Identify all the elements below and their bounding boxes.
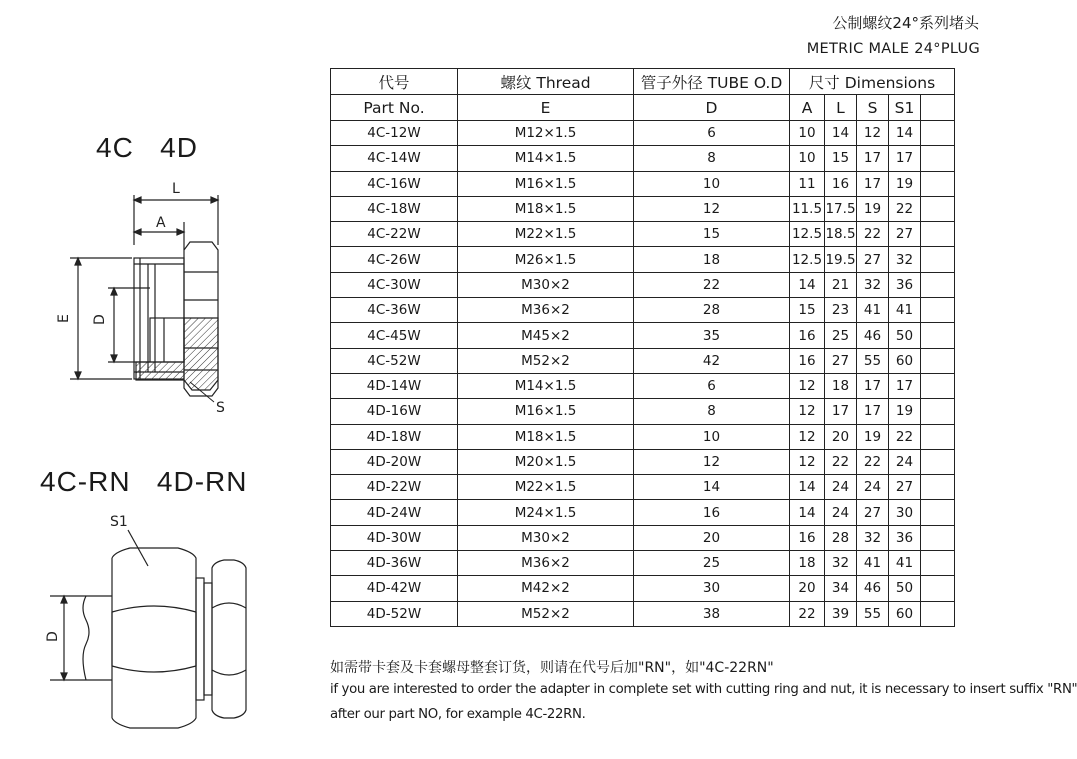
- cell-tube-od: 20: [634, 525, 790, 550]
- cell-a: 11.5: [790, 196, 825, 221]
- dim-label-d-tube: D: [45, 631, 61, 642]
- cell-thread: M52×2: [458, 601, 634, 626]
- table-row: [331, 222, 955, 247]
- cell-a: 18: [790, 551, 825, 576]
- cell-part-no: 4D-42W: [331, 576, 458, 601]
- cell-empty: [921, 449, 955, 474]
- cell-tube-od: 38: [634, 601, 790, 626]
- cell-a: 16: [790, 348, 825, 373]
- cell-thread: M20×1.5: [458, 449, 634, 474]
- cell-tube-od: 30: [634, 576, 790, 601]
- cell-thread: M18×1.5: [458, 424, 634, 449]
- drawing-label-4c-4d: 4C 4D: [96, 132, 198, 163]
- header-dimensions: 尺寸 Dimensions: [790, 69, 955, 95]
- table-row: [331, 475, 955, 500]
- table-row: [331, 323, 955, 348]
- cell-thread: M42×2: [458, 576, 634, 601]
- cell-tube-od: 18: [634, 247, 790, 272]
- header-empty: [921, 95, 955, 121]
- cell-part-no: 4D-18W: [331, 424, 458, 449]
- cell-s1: 36: [889, 272, 921, 297]
- cell-empty: [921, 475, 955, 500]
- plug-technical-drawing: [0, 0, 330, 759]
- cell-s1: 60: [889, 601, 921, 626]
- cell-s: 55: [857, 348, 889, 373]
- cell-s: 19: [857, 196, 889, 221]
- cell-thread: M30×2: [458, 272, 634, 297]
- header-tube-od: 管子外径 TUBE O.D: [634, 69, 790, 95]
- cell-tube-od: 10: [634, 424, 790, 449]
- cell-part-no: 4D-24W: [331, 500, 458, 525]
- table-row: [331, 121, 955, 146]
- cell-a: 12: [790, 449, 825, 474]
- header-s: S: [857, 95, 889, 121]
- cell-part-no: 4D-52W: [331, 601, 458, 626]
- cell-part-no: 4C-45W: [331, 323, 458, 348]
- cell-s1: 22: [889, 424, 921, 449]
- table-row: [331, 551, 955, 576]
- cell-a: 14: [790, 475, 825, 500]
- cell-empty: [921, 222, 955, 247]
- cell-s: 17: [857, 146, 889, 171]
- cell-part-no: 4C-18W: [331, 196, 458, 221]
- cell-tube-od: 22: [634, 272, 790, 297]
- cell-empty: [921, 500, 955, 525]
- dim-label-s: S: [216, 400, 225, 416]
- table-row: [331, 449, 955, 474]
- dim-label-l: L: [172, 181, 180, 197]
- cell-empty: [921, 525, 955, 550]
- cell-empty: [921, 576, 955, 601]
- cell-tube-od: 42: [634, 348, 790, 373]
- header-code: 代号: [331, 69, 458, 95]
- dim-label-e: E: [56, 314, 72, 323]
- cell-s: 17: [857, 171, 889, 196]
- cell-part-no: 4D-30W: [331, 525, 458, 550]
- cell-s1: 17: [889, 146, 921, 171]
- cell-tube-od: 12: [634, 449, 790, 474]
- cell-empty: [921, 298, 955, 323]
- table-row: [331, 171, 955, 196]
- cell-l: 25: [825, 323, 857, 348]
- cell-s1: 19: [889, 171, 921, 196]
- cell-s1: 19: [889, 399, 921, 424]
- cell-s1: 27: [889, 222, 921, 247]
- cell-s1: 27: [889, 475, 921, 500]
- cell-s: 27: [857, 247, 889, 272]
- cell-thread: M16×1.5: [458, 399, 634, 424]
- cell-s: 41: [857, 298, 889, 323]
- cell-s1: 50: [889, 576, 921, 601]
- cell-a: 14: [790, 272, 825, 297]
- cell-a: 14: [790, 500, 825, 525]
- header-e: E: [458, 95, 634, 121]
- dim-label-s1: S1: [110, 514, 128, 530]
- cell-thread: M45×2: [458, 323, 634, 348]
- cell-thread: M14×1.5: [458, 146, 634, 171]
- specification-table: [330, 68, 955, 627]
- cell-l: 23: [825, 298, 857, 323]
- cell-empty: [921, 323, 955, 348]
- note-english-line-2: after our part NO, for example 4C-22RN.: [330, 707, 586, 722]
- cell-part-no: 4D-14W: [331, 373, 458, 398]
- drawing-label-4c-rn-4d-rn: 4C-RN 4D-RN: [40, 466, 248, 497]
- table-header-row-2: [331, 95, 955, 121]
- cell-l: 39: [825, 601, 857, 626]
- note-english-line-1: if you are interested to order the adapter in complete set with cutting ring and nut, it is necessary to insert suffix "RN": [330, 682, 1077, 697]
- cell-s: 12: [857, 121, 889, 146]
- cell-tube-od: 25: [634, 551, 790, 576]
- cell-empty: [921, 348, 955, 373]
- cell-l: 15: [825, 146, 857, 171]
- cell-tube-od: 8: [634, 146, 790, 171]
- cell-tube-od: 6: [634, 121, 790, 146]
- header-d: D: [634, 95, 790, 121]
- cell-thread: M12×1.5: [458, 121, 634, 146]
- cell-s1: 14: [889, 121, 921, 146]
- cell-part-no: 4C-36W: [331, 298, 458, 323]
- cell-part-no: 4C-26W: [331, 247, 458, 272]
- cell-part-no: 4C-16W: [331, 171, 458, 196]
- cell-thread: M18×1.5: [458, 196, 634, 221]
- cell-thread: M16×1.5: [458, 171, 634, 196]
- cell-tube-od: 28: [634, 298, 790, 323]
- cell-part-no: 4C-12W: [331, 121, 458, 146]
- cell-empty: [921, 247, 955, 272]
- table-row: [331, 525, 955, 550]
- title-chinese: 公制螺纹24°系列堵头: [832, 14, 979, 32]
- cell-s: 46: [857, 323, 889, 348]
- cell-a: 16: [790, 525, 825, 550]
- cell-thread: M24×1.5: [458, 500, 634, 525]
- cell-l: 16: [825, 171, 857, 196]
- cell-empty: [921, 601, 955, 626]
- table-header-row-1: [331, 69, 955, 95]
- cell-l: 24: [825, 475, 857, 500]
- cell-l: 17: [825, 399, 857, 424]
- cell-thread: M30×2: [458, 525, 634, 550]
- cell-s: 27: [857, 500, 889, 525]
- cell-part-no: 4C-22W: [331, 222, 458, 247]
- cell-part-no: 4C-14W: [331, 146, 458, 171]
- cell-s1: 22: [889, 196, 921, 221]
- cell-s: 22: [857, 449, 889, 474]
- cell-part-no: 4C-52W: [331, 348, 458, 373]
- table-row: [331, 196, 955, 221]
- cell-empty: [921, 146, 955, 171]
- cell-s: 55: [857, 601, 889, 626]
- header-s1: S1: [889, 95, 921, 121]
- table-row: [331, 272, 955, 297]
- cell-a: 10: [790, 121, 825, 146]
- cell-a: 12: [790, 424, 825, 449]
- cell-tube-od: 16: [634, 500, 790, 525]
- header-a: A: [790, 95, 825, 121]
- cell-s: 17: [857, 399, 889, 424]
- table-row: [331, 146, 955, 171]
- table-row: [331, 424, 955, 449]
- cell-l: 34: [825, 576, 857, 601]
- cell-s1: 41: [889, 551, 921, 576]
- cell-l: 18: [825, 373, 857, 398]
- cell-thread: M36×2: [458, 551, 634, 576]
- cell-l: 21: [825, 272, 857, 297]
- cell-s1: 50: [889, 323, 921, 348]
- cell-tube-od: 15: [634, 222, 790, 247]
- cell-part-no: 4D-36W: [331, 551, 458, 576]
- cell-a: 16: [790, 323, 825, 348]
- cell-s: 32: [857, 525, 889, 550]
- cell-a: 20: [790, 576, 825, 601]
- cell-l: 17.5: [825, 196, 857, 221]
- cell-a: 12.5: [790, 222, 825, 247]
- cell-a: 22: [790, 601, 825, 626]
- cell-s: 17: [857, 373, 889, 398]
- cell-empty: [921, 272, 955, 297]
- cell-l: 19.5: [825, 247, 857, 272]
- cell-a: 12.5: [790, 247, 825, 272]
- cell-l: 20: [825, 424, 857, 449]
- cell-tube-od: 6: [634, 373, 790, 398]
- cell-a: 10: [790, 146, 825, 171]
- cell-a: 12: [790, 399, 825, 424]
- cell-thread: M36×2: [458, 298, 634, 323]
- note-chinese: 如需带卡套及卡套螺母整套订货，则请在代号后加"RN"，如"4C-22RN": [330, 660, 774, 676]
- table-row: [331, 500, 955, 525]
- cell-s: 19: [857, 424, 889, 449]
- cell-s: 32: [857, 272, 889, 297]
- table-row: [331, 576, 955, 601]
- cell-s1: 30: [889, 500, 921, 525]
- cell-tube-od: 12: [634, 196, 790, 221]
- cell-s: 24: [857, 475, 889, 500]
- cell-empty: [921, 121, 955, 146]
- cell-part-no: 4D-20W: [331, 449, 458, 474]
- table-row: [331, 399, 955, 424]
- cell-tube-od: 14: [634, 475, 790, 500]
- cell-s1: 60: [889, 348, 921, 373]
- header-thread: 螺纹 Thread: [458, 69, 634, 95]
- cell-s1: 24: [889, 449, 921, 474]
- cell-part-no: 4D-22W: [331, 475, 458, 500]
- table-row: [331, 373, 955, 398]
- cell-l: 14: [825, 121, 857, 146]
- cell-empty: [921, 196, 955, 221]
- cell-empty: [921, 551, 955, 576]
- table-row: [331, 247, 955, 272]
- cell-thread: M22×1.5: [458, 222, 634, 247]
- header-part-no: Part No.: [331, 95, 458, 121]
- cell-thread: M14×1.5: [458, 373, 634, 398]
- table-row: [331, 298, 955, 323]
- dim-label-d: D: [92, 314, 108, 325]
- cell-s: 22: [857, 222, 889, 247]
- cell-tube-od: 35: [634, 323, 790, 348]
- cell-empty: [921, 399, 955, 424]
- cell-thread: M22×1.5: [458, 475, 634, 500]
- table-row: [331, 601, 955, 626]
- cell-l: 27: [825, 348, 857, 373]
- cell-l: 32: [825, 551, 857, 576]
- cell-part-no: 4C-30W: [331, 272, 458, 297]
- cell-a: 12: [790, 373, 825, 398]
- cell-tube-od: 8: [634, 399, 790, 424]
- cell-s1: 41: [889, 298, 921, 323]
- dim-label-a: A: [156, 215, 166, 231]
- title-english: METRIC MALE 24°PLUG: [806, 41, 980, 57]
- cell-s: 41: [857, 551, 889, 576]
- cell-tube-od: 10: [634, 171, 790, 196]
- cell-a: 11: [790, 171, 825, 196]
- cell-empty: [921, 424, 955, 449]
- cell-l: 24: [825, 500, 857, 525]
- cell-s1: 32: [889, 247, 921, 272]
- cell-s1: 36: [889, 525, 921, 550]
- cell-l: 18.5: [825, 222, 857, 247]
- table-row: [331, 348, 955, 373]
- cell-s1: 17: [889, 373, 921, 398]
- cell-thread: M52×2: [458, 348, 634, 373]
- cell-empty: [921, 373, 955, 398]
- header-l: L: [825, 95, 857, 121]
- cell-s: 46: [857, 576, 889, 601]
- cell-thread: M26×1.5: [458, 247, 634, 272]
- cell-a: 15: [790, 298, 825, 323]
- cell-part-no: 4D-16W: [331, 399, 458, 424]
- cell-l: 22: [825, 449, 857, 474]
- cell-l: 28: [825, 525, 857, 550]
- cell-empty: [921, 171, 955, 196]
